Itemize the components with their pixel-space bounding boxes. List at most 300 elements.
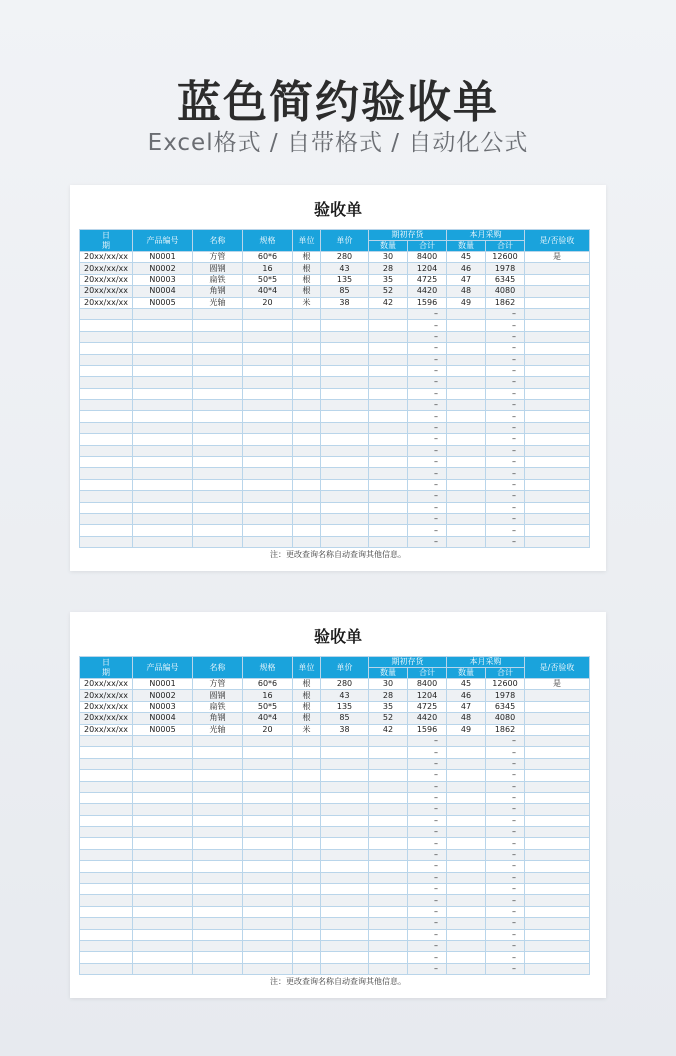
cell-accepted[interactable] [525,525,590,536]
cell-date[interactable] [80,434,133,445]
cell-purchase-total[interactable]: – [486,331,525,342]
cell-date[interactable]: 20xx/xx/xx [80,252,133,263]
cell-code[interactable] [133,422,193,433]
cell-unit[interactable] [293,479,321,490]
cell-name[interactable] [193,320,243,331]
cell-spec[interactable]: 40*4 [243,286,293,297]
cell-opening-total[interactable]: – [408,479,447,490]
cell-name[interactable] [193,308,243,319]
cell-code[interactable]: N0004 [133,713,193,724]
cell-opening-total[interactable]: – [408,872,447,883]
cell-purchase-total[interactable]: – [486,479,525,490]
cell-purchase-qty[interactable] [447,781,486,792]
cell-date[interactable] [80,815,133,826]
cell-code[interactable] [133,343,193,354]
cell-accepted[interactable] [525,513,590,524]
cell-opening-qty[interactable] [369,308,408,319]
cell-opening-qty[interactable] [369,838,408,849]
cell-price[interactable] [321,781,369,792]
cell-code[interactable] [133,792,193,803]
cell-purchase-total[interactable]: – [486,502,525,513]
cell-accepted[interactable] [525,872,590,883]
cell-price[interactable] [321,906,369,917]
cell-purchase-total[interactable]: – [486,411,525,422]
cell-price[interactable]: 38 [321,297,369,308]
cell-opening-total[interactable]: – [408,849,447,860]
cell-accepted[interactable] [525,690,590,701]
cell-unit[interactable] [293,388,321,399]
cell-date[interactable] [80,895,133,906]
cell-spec[interactable] [243,952,293,963]
cell-date[interactable] [80,457,133,468]
cell-unit[interactable] [293,940,321,951]
cell-code[interactable] [133,929,193,940]
cell-opening-total[interactable]: – [408,758,447,769]
cell-opening-qty[interactable] [369,388,408,399]
cell-opening-total[interactable]: 1204 [408,690,447,701]
cell-spec[interactable] [243,747,293,758]
cell-code[interactable] [133,354,193,365]
cell-name[interactable] [193,884,243,895]
cell-date[interactable] [80,354,133,365]
cell-opening-qty[interactable] [369,445,408,456]
cell-accepted[interactable] [525,713,590,724]
cell-purchase-total[interactable]: – [486,434,525,445]
cell-unit[interactable] [293,502,321,513]
cell-accepted[interactable] [525,804,590,815]
cell-unit[interactable] [293,377,321,388]
cell-accepted[interactable] [525,445,590,456]
cell-spec[interactable] [243,513,293,524]
cell-price[interactable] [321,525,369,536]
cell-purchase-total[interactable]: – [486,513,525,524]
cell-date[interactable]: 20xx/xx/xx [80,274,133,285]
cell-spec[interactable] [243,422,293,433]
cell-price[interactable] [321,758,369,769]
cell-accepted[interactable] [525,502,590,513]
cell-name[interactable]: 扁铁 [193,701,243,712]
cell-opening-total[interactable]: – [408,884,447,895]
cell-unit[interactable] [293,770,321,781]
cell-opening-qty[interactable] [369,491,408,502]
cell-purchase-qty[interactable] [447,377,486,388]
cell-unit[interactable] [293,906,321,917]
cell-spec[interactable] [243,308,293,319]
cell-name[interactable]: 圆钢 [193,690,243,701]
cell-purchase-total[interactable]: – [486,491,525,502]
cell-spec[interactable] [243,343,293,354]
cell-opening-qty[interactable] [369,918,408,929]
cell-opening-qty[interactable]: 52 [369,286,408,297]
cell-price[interactable] [321,849,369,860]
cell-code[interactable]: N0003 [133,701,193,712]
cell-date[interactable]: 20xx/xx/xx [80,286,133,297]
cell-spec[interactable] [243,491,293,502]
cell-purchase-qty[interactable]: 48 [447,713,486,724]
cell-accepted[interactable] [525,701,590,712]
cell-accepted[interactable] [525,827,590,838]
cell-price[interactable] [321,513,369,524]
cell-code[interactable] [133,468,193,479]
cell-unit[interactable] [293,491,321,502]
cell-spec[interactable] [243,457,293,468]
cell-opening-qty[interactable]: 30 [369,679,408,690]
cell-code[interactable] [133,906,193,917]
cell-name[interactable] [193,400,243,411]
cell-accepted[interactable] [525,918,590,929]
cell-price[interactable]: 85 [321,713,369,724]
cell-price[interactable] [321,872,369,883]
cell-date[interactable]: 20xx/xx/xx [80,701,133,712]
cell-unit[interactable] [293,929,321,940]
cell-opening-total[interactable]: 1204 [408,263,447,274]
cell-price[interactable] [321,815,369,826]
cell-accepted[interactable] [525,274,590,285]
cell-spec[interactable] [243,377,293,388]
cell-opening-total[interactable]: – [408,525,447,536]
cell-unit[interactable]: 根 [293,274,321,285]
cell-purchase-total[interactable]: – [486,815,525,826]
cell-accepted[interactable] [525,884,590,895]
cell-name[interactable] [193,513,243,524]
cell-purchase-total[interactable]: 6345 [486,701,525,712]
cell-price[interactable] [321,422,369,433]
cell-code[interactable] [133,388,193,399]
cell-date[interactable] [80,906,133,917]
cell-name[interactable] [193,906,243,917]
cell-purchase-qty[interactable]: 45 [447,252,486,263]
cell-accepted[interactable] [525,963,590,974]
cell-unit[interactable] [293,422,321,433]
cell-opening-qty[interactable] [369,861,408,872]
cell-accepted[interactable] [525,308,590,319]
cell-spec[interactable] [243,918,293,929]
cell-name[interactable]: 光轴 [193,297,243,308]
cell-code[interactable] [133,434,193,445]
cell-opening-qty[interactable]: 35 [369,701,408,712]
cell-code[interactable] [133,331,193,342]
cell-price[interactable] [321,400,369,411]
cell-purchase-total[interactable]: – [486,804,525,815]
cell-spec[interactable] [243,781,293,792]
cell-opening-total[interactable]: – [408,513,447,524]
cell-unit[interactable] [293,536,321,547]
cell-purchase-total[interactable]: – [486,377,525,388]
cell-opening-qty[interactable]: 35 [369,274,408,285]
cell-purchase-qty[interactable] [447,747,486,758]
cell-name[interactable] [193,735,243,746]
cell-opening-qty[interactable]: 42 [369,297,408,308]
cell-accepted[interactable] [525,286,590,297]
cell-price[interactable] [321,502,369,513]
cell-code[interactable] [133,525,193,536]
cell-purchase-total[interactable]: – [486,735,525,746]
cell-name[interactable] [193,895,243,906]
cell-price[interactable] [321,929,369,940]
cell-spec[interactable] [243,525,293,536]
cell-opening-qty[interactable]: 28 [369,690,408,701]
cell-spec[interactable]: 60*6 [243,679,293,690]
cell-purchase-qty[interactable] [447,502,486,513]
cell-opening-qty[interactable] [369,758,408,769]
cell-spec[interactable] [243,502,293,513]
cell-opening-qty[interactable] [369,377,408,388]
cell-spec[interactable]: 20 [243,724,293,735]
cell-code[interactable] [133,365,193,376]
cell-price[interactable] [321,861,369,872]
cell-price[interactable]: 43 [321,263,369,274]
cell-purchase-qty[interactable] [447,918,486,929]
cell-purchase-total[interactable]: – [486,952,525,963]
cell-code[interactable] [133,838,193,849]
cell-accepted[interactable] [525,815,590,826]
cell-opening-total[interactable]: – [408,308,447,319]
cell-name[interactable] [193,781,243,792]
cell-accepted[interactable] [525,400,590,411]
cell-opening-qty[interactable] [369,343,408,354]
cell-purchase-qty[interactable]: 47 [447,701,486,712]
cell-unit[interactable] [293,918,321,929]
cell-opening-total[interactable]: – [408,331,447,342]
cell-code[interactable] [133,411,193,422]
cell-price[interactable]: 135 [321,274,369,285]
cell-purchase-total[interactable]: 4080 [486,713,525,724]
cell-name[interactable] [193,457,243,468]
cell-accepted[interactable] [525,354,590,365]
cell-name[interactable] [193,502,243,513]
cell-price[interactable] [321,735,369,746]
cell-code[interactable] [133,491,193,502]
cell-accepted[interactable]: 是 [525,679,590,690]
cell-name[interactable] [193,963,243,974]
cell-unit[interactable] [293,365,321,376]
cell-unit[interactable] [293,963,321,974]
cell-purchase-total[interactable]: – [486,400,525,411]
cell-opening-total[interactable]: – [408,354,447,365]
cell-opening-qty[interactable] [369,906,408,917]
cell-code[interactable] [133,770,193,781]
cell-unit[interactable] [293,815,321,826]
cell-purchase-qty[interactable] [447,457,486,468]
cell-opening-total[interactable]: – [408,940,447,951]
cell-price[interactable] [321,479,369,490]
cell-unit[interactable] [293,838,321,849]
cell-purchase-total[interactable]: – [486,781,525,792]
cell-unit[interactable] [293,747,321,758]
cell-purchase-qty[interactable] [447,525,486,536]
cell-spec[interactable] [243,365,293,376]
cell-date[interactable] [80,388,133,399]
cell-date[interactable] [80,308,133,319]
cell-code[interactable] [133,479,193,490]
cell-purchase-total[interactable]: – [486,770,525,781]
cell-price[interactable] [321,377,369,388]
cell-name[interactable] [193,468,243,479]
cell-purchase-total[interactable]: – [486,525,525,536]
cell-date[interactable] [80,491,133,502]
cell-name[interactable] [193,343,243,354]
cell-purchase-total[interactable]: 1862 [486,297,525,308]
cell-price[interactable] [321,308,369,319]
cell-code[interactable] [133,781,193,792]
cell-opening-total[interactable]: – [408,434,447,445]
cell-opening-total[interactable]: – [408,422,447,433]
cell-spec[interactable] [243,758,293,769]
cell-opening-qty[interactable]: 52 [369,713,408,724]
cell-purchase-qty[interactable]: 46 [447,690,486,701]
cell-code[interactable] [133,747,193,758]
cell-purchase-qty[interactable] [447,906,486,917]
cell-spec[interactable]: 20 [243,297,293,308]
cell-opening-total[interactable]: – [408,468,447,479]
cell-purchase-total[interactable]: – [486,940,525,951]
cell-opening-total[interactable]: – [408,536,447,547]
cell-opening-qty[interactable] [369,804,408,815]
cell-date[interactable] [80,827,133,838]
cell-opening-total[interactable]: – [408,320,447,331]
cell-opening-total[interactable]: – [408,792,447,803]
cell-opening-qty[interactable]: 42 [369,724,408,735]
cell-purchase-qty[interactable] [447,804,486,815]
cell-date[interactable] [80,747,133,758]
cell-spec[interactable] [243,895,293,906]
cell-date[interactable] [80,781,133,792]
cell-purchase-qty[interactable]: 46 [447,263,486,274]
cell-accepted[interactable] [525,895,590,906]
cell-accepted[interactable]: 是 [525,252,590,263]
cell-date[interactable] [80,320,133,331]
cell-opening-qty[interactable] [369,963,408,974]
cell-purchase-qty[interactable] [447,895,486,906]
cell-spec[interactable] [243,804,293,815]
cell-opening-total[interactable]: 4725 [408,274,447,285]
cell-price[interactable] [321,940,369,951]
cell-unit[interactable] [293,400,321,411]
cell-price[interactable] [321,468,369,479]
cell-purchase-total[interactable]: – [486,918,525,929]
cell-opening-total[interactable]: – [408,445,447,456]
cell-spec[interactable] [243,929,293,940]
cell-purchase-qty[interactable] [447,827,486,838]
cell-opening-total[interactable]: 8400 [408,252,447,263]
cell-purchase-qty[interactable] [447,963,486,974]
cell-price[interactable] [321,747,369,758]
cell-opening-total[interactable]: – [408,815,447,826]
cell-price[interactable] [321,491,369,502]
cell-date[interactable] [80,940,133,951]
cell-code[interactable]: N0002 [133,690,193,701]
cell-code[interactable] [133,308,193,319]
cell-code[interactable] [133,735,193,746]
cell-purchase-total[interactable]: – [486,906,525,917]
cell-opening-qty[interactable] [369,940,408,951]
cell-date[interactable] [80,513,133,524]
cell-code[interactable] [133,827,193,838]
cell-name[interactable] [193,536,243,547]
cell-date[interactable] [80,468,133,479]
cell-date[interactable] [80,770,133,781]
cell-price[interactable] [321,918,369,929]
cell-unit[interactable]: 米 [293,724,321,735]
cell-opening-total[interactable]: – [408,388,447,399]
cell-purchase-total[interactable]: – [486,308,525,319]
cell-purchase-total[interactable]: – [486,457,525,468]
cell-purchase-qty[interactable] [447,468,486,479]
cell-purchase-total[interactable]: 12600 [486,252,525,263]
cell-purchase-qty[interactable] [447,422,486,433]
cell-accepted[interactable] [525,838,590,849]
cell-spec[interactable] [243,838,293,849]
cell-purchase-qty[interactable] [447,770,486,781]
cell-purchase-total[interactable]: – [486,747,525,758]
cell-opening-qty[interactable] [369,331,408,342]
cell-purchase-qty[interactable] [447,792,486,803]
cell-unit[interactable]: 米 [293,297,321,308]
cell-opening-qty[interactable] [369,929,408,940]
cell-opening-qty[interactable] [369,434,408,445]
cell-spec[interactable] [243,320,293,331]
cell-opening-qty[interactable] [369,400,408,411]
cell-name[interactable] [193,758,243,769]
cell-code[interactable] [133,804,193,815]
cell-code[interactable] [133,952,193,963]
cell-unit[interactable]: 根 [293,690,321,701]
cell-price[interactable] [321,536,369,547]
cell-unit[interactable] [293,895,321,906]
cell-date[interactable] [80,445,133,456]
cell-spec[interactable]: 60*6 [243,252,293,263]
cell-date[interactable] [80,365,133,376]
cell-opening-total[interactable]: 8400 [408,679,447,690]
cell-opening-qty[interactable]: 28 [369,263,408,274]
cell-spec[interactable] [243,827,293,838]
cell-price[interactable]: 38 [321,724,369,735]
cell-purchase-qty[interactable]: 45 [447,679,486,690]
cell-purchase-total[interactable]: – [486,365,525,376]
cell-purchase-total[interactable]: 12600 [486,679,525,690]
cell-date[interactable] [80,343,133,354]
cell-price[interactable] [321,804,369,815]
cell-purchase-qty[interactable] [447,929,486,940]
cell-spec[interactable]: 50*5 [243,701,293,712]
cell-purchase-qty[interactable] [447,388,486,399]
cell-spec[interactable] [243,940,293,951]
cell-date[interactable] [80,502,133,513]
cell-name[interactable] [193,838,243,849]
cell-code[interactable] [133,872,193,883]
cell-price[interactable]: 135 [321,701,369,712]
cell-opening-qty[interactable] [369,827,408,838]
cell-purchase-qty[interactable] [447,434,486,445]
cell-price[interactable] [321,331,369,342]
cell-date[interactable] [80,849,133,860]
cell-accepted[interactable] [525,343,590,354]
cell-purchase-qty[interactable] [447,445,486,456]
cell-unit[interactable] [293,952,321,963]
cell-accepted[interactable] [525,331,590,342]
cell-accepted[interactable] [525,457,590,468]
cell-purchase-qty[interactable] [447,331,486,342]
cell-unit[interactable] [293,804,321,815]
cell-opening-qty[interactable] [369,525,408,536]
cell-price[interactable] [321,354,369,365]
cell-accepted[interactable] [525,479,590,490]
cell-opening-total[interactable]: – [408,343,447,354]
cell-opening-qty[interactable] [369,781,408,792]
cell-purchase-total[interactable]: – [486,929,525,940]
cell-accepted[interactable] [525,536,590,547]
cell-opening-total[interactable]: 1596 [408,724,447,735]
